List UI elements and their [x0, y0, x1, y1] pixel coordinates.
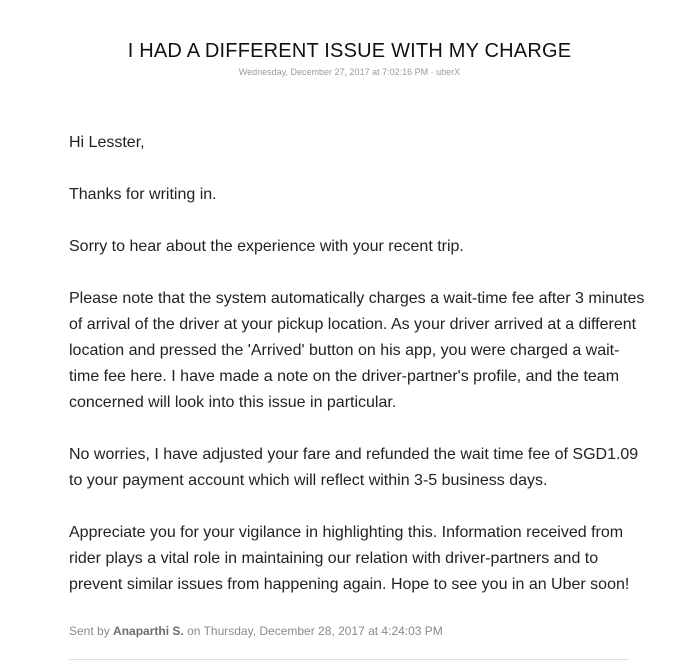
greeting: Hi Lesster,: [69, 134, 145, 151]
on-label: on: [187, 624, 201, 638]
trip-meta: [0, 66, 699, 78]
page-title: I HAD A DIFFERENT ISSUE WITH MY CHARGE: [127, 40, 572, 62]
message-paragraph: Appreciate you for your vigilance in highlighting this. Information received from rider plays a vital role in maintaining our relation with driver-partners and to prevent similar issues from happening again. Hope to see you in an Uber soon!: [69, 524, 630, 593]
meta-separator: ·: [430, 67, 434, 77]
message-paragraph: Please note that the system automatically charges a wait-time fee after 3 minutes of arrival of the driver at your pickup location. As your driver arrived at a different location and pressed the 'Arrived' button on his app, you were charged a wait-time fee here. I have made a note on the driver-partner's profile, and the team concerned will look into this issue in particular.: [69, 290, 645, 411]
sent-date: Thursday, December 28, 2017 at 4:24:03 PM: [203, 624, 443, 638]
divider: [69, 659, 629, 660]
trip-date: Wednesday, December 27, 2017 at 7:02:16 PM: [238, 67, 429, 77]
message-paragraph: Thanks for writing in.: [69, 186, 217, 203]
message-body: [69, 130, 649, 624]
message-paragraph: Sorry to hear about the experience with your recent trip.: [69, 238, 464, 255]
message-paragraph: No worries, I have adjusted your fare and refunded the wait time fee of SGD1.09 to your payment account which will reflect within 3-5 business days.: [69, 446, 639, 489]
trip-product: uberX: [436, 67, 461, 77]
sent-by-label: Sent by: [69, 624, 110, 638]
agent-name: Anaparthi S.: [113, 624, 184, 638]
message-header: [0, 38, 699, 78]
sent-by-footer: [69, 623, 443, 639]
